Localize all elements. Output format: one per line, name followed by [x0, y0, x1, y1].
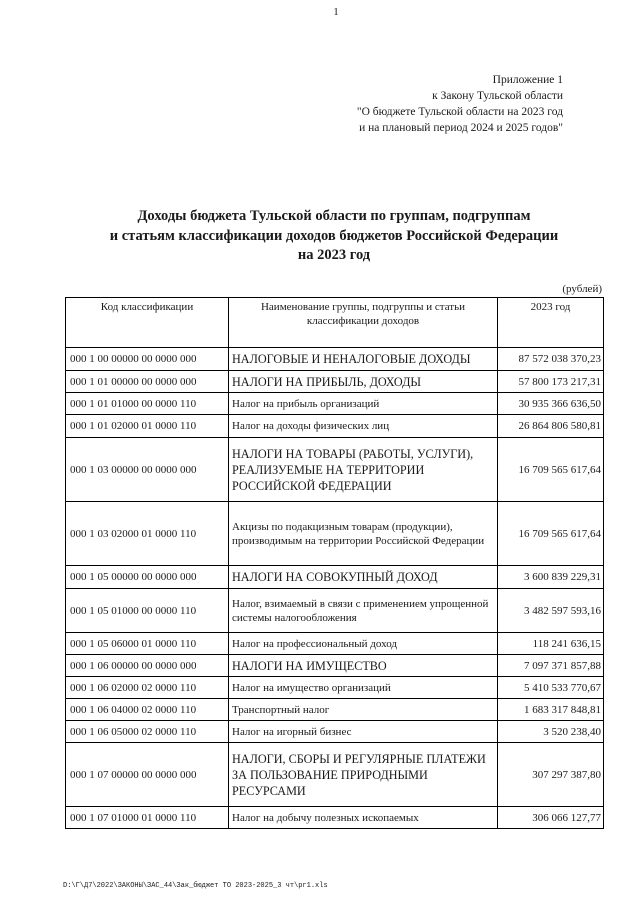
row-name: Транспортный налог — [229, 699, 498, 721]
row-amount: 307 297 387,80 — [498, 743, 604, 807]
row-amount: 26 864 806 580,81 — [498, 415, 604, 438]
row-name: НАЛОГИ НА ИМУЩЕСТВО — [229, 655, 498, 677]
row-code: 000 1 07 00000 00 0000 000 — [66, 743, 229, 807]
page-number: 1 — [333, 6, 339, 18]
annex-line: к Закону Тульской области — [432, 90, 563, 102]
annex-header — [357, 72, 563, 136]
annex-line: "О бюджете Тульской области на 2023 год — [356, 106, 563, 118]
table-row — [66, 438, 604, 502]
table-row — [66, 502, 604, 566]
row-code: 000 1 01 01000 00 0000 110 — [66, 393, 229, 415]
table-row — [66, 743, 604, 807]
annex-line: и на плановый период 2024 и 2025 годов" — [359, 122, 563, 134]
row-code: 000 1 05 01000 00 0000 110 — [66, 589, 229, 633]
row-name: НАЛОГИ, СБОРЫ И РЕГУЛЯРНЫЕ ПЛАТЕЖИ ЗА ПОЛЬЗОВАНИЕ ПРИРОДНЫМИ РЕСУРСАМИ — [229, 743, 498, 807]
row-amount: 3 520 238,40 — [498, 721, 604, 743]
row-code: 000 1 05 06000 01 0000 110 — [66, 633, 229, 655]
title-line: и статьям классификации доходов бюджетов Российской Федерации — [109, 227, 559, 244]
table-row — [66, 371, 604, 393]
row-name: Налог на профессиональный доход — [229, 633, 498, 655]
table-row — [66, 721, 604, 743]
table-row — [66, 393, 604, 415]
row-code: 000 1 06 00000 00 0000 000 — [66, 655, 229, 677]
row-code: 000 1 00 00000 00 0000 000 — [66, 348, 229, 371]
row-name: НАЛОГОВЫЕ И НЕНАЛОГОВЫЕ ДОХОДЫ — [229, 348, 498, 371]
row-code: 000 1 07 01000 01 0000 110 — [66, 807, 229, 829]
row-amount: 3 482 597 593,16 — [498, 589, 604, 633]
table-row — [66, 589, 604, 633]
row-amount: 7 097 371 857,88 — [498, 655, 604, 677]
row-name: Налог на игорный бизнес — [229, 721, 498, 743]
row-amount: 5 410 533 770,67 — [498, 677, 604, 699]
row-amount: 57 800 173 217,31 — [498, 371, 604, 393]
row-name: НАЛОГИ НА ТОВАРЫ (РАБОТЫ, УСЛУГИ), РЕАЛИЗУЕМЫЕ НА ТЕРРИТОРИИ РОССИЙСКОЙ ФЕДЕРАЦИИ — [229, 438, 498, 502]
row-amount: 1 683 317 848,81 — [498, 699, 604, 721]
table-row — [66, 348, 604, 371]
document-title — [64, 207, 604, 266]
header-name: Наименование группы, подгруппы и статьи классификации доходов — [229, 298, 498, 348]
title-line: Доходы бюджета Тульской области по группам, подгруппам — [137, 208, 531, 224]
row-name: Акцизы по подакцизным товарам (продукции), производимым на территории Российской Федерации — [229, 502, 498, 566]
table-row — [66, 807, 604, 829]
row-code: 000 1 05 00000 00 0000 000 — [66, 566, 229, 589]
revenue-table — [65, 297, 604, 829]
file-path-footer: D:\Г\Д7\2022\ЗАКОНЫ\ЗАС_44\Зак_бюджет ТО 2023-2025_3 чт\рг1.xls — [63, 882, 328, 890]
row-amount: 118 241 636,15 — [498, 633, 604, 655]
row-amount: 16 709 565 617,64 — [498, 502, 604, 566]
row-code: 000 1 01 02000 01 0000 110 — [66, 415, 229, 438]
row-name: Налог на добычу полезных ископаемых — [229, 807, 498, 829]
row-name: Налог, взимаемый в связи с применением упрощенной системы налогообложения — [229, 589, 498, 633]
table-row — [66, 699, 604, 721]
table-row — [66, 566, 604, 589]
row-name: Налог на имущество организаций — [229, 677, 498, 699]
annex-line: Приложение 1 — [492, 74, 563, 86]
row-name: НАЛОГИ НА ПРИБЫЛЬ, ДОХОДЫ — [229, 371, 498, 393]
header-amount: 2023 год — [498, 298, 604, 348]
row-amount: 3 600 839 229,31 — [498, 566, 604, 589]
title-line: на 2023 год — [297, 247, 371, 263]
row-code: 000 1 03 00000 00 0000 000 — [66, 438, 229, 502]
row-name: НАЛОГИ НА СОВОКУПНЫЙ ДОХОД — [229, 566, 498, 589]
row-name: Налог на доходы физических лиц — [229, 415, 498, 438]
row-name: Налог на прибыль организаций — [229, 393, 498, 415]
row-amount: 306 066 127,77 — [498, 807, 604, 829]
table-header-row — [66, 298, 604, 348]
table-row — [66, 655, 604, 677]
row-code: 000 1 06 02000 02 0000 110 — [66, 677, 229, 699]
table-row — [66, 415, 604, 438]
row-code: 000 1 06 04000 02 0000 110 — [66, 699, 229, 721]
row-amount: 87 572 038 370,23 — [498, 348, 604, 371]
table-row — [66, 633, 604, 655]
row-code: 000 1 06 05000 02 0000 110 — [66, 721, 229, 743]
row-code: 000 1 01 00000 00 0000 000 — [66, 371, 229, 393]
header-code: Код классификации — [66, 298, 229, 348]
row-code: 000 1 03 02000 01 0000 110 — [66, 502, 229, 566]
row-amount: 16 709 565 617,64 — [498, 438, 604, 502]
row-amount: 30 935 366 636,50 — [498, 393, 604, 415]
table-row — [66, 677, 604, 699]
unit-label: (рублей) — [562, 283, 602, 295]
